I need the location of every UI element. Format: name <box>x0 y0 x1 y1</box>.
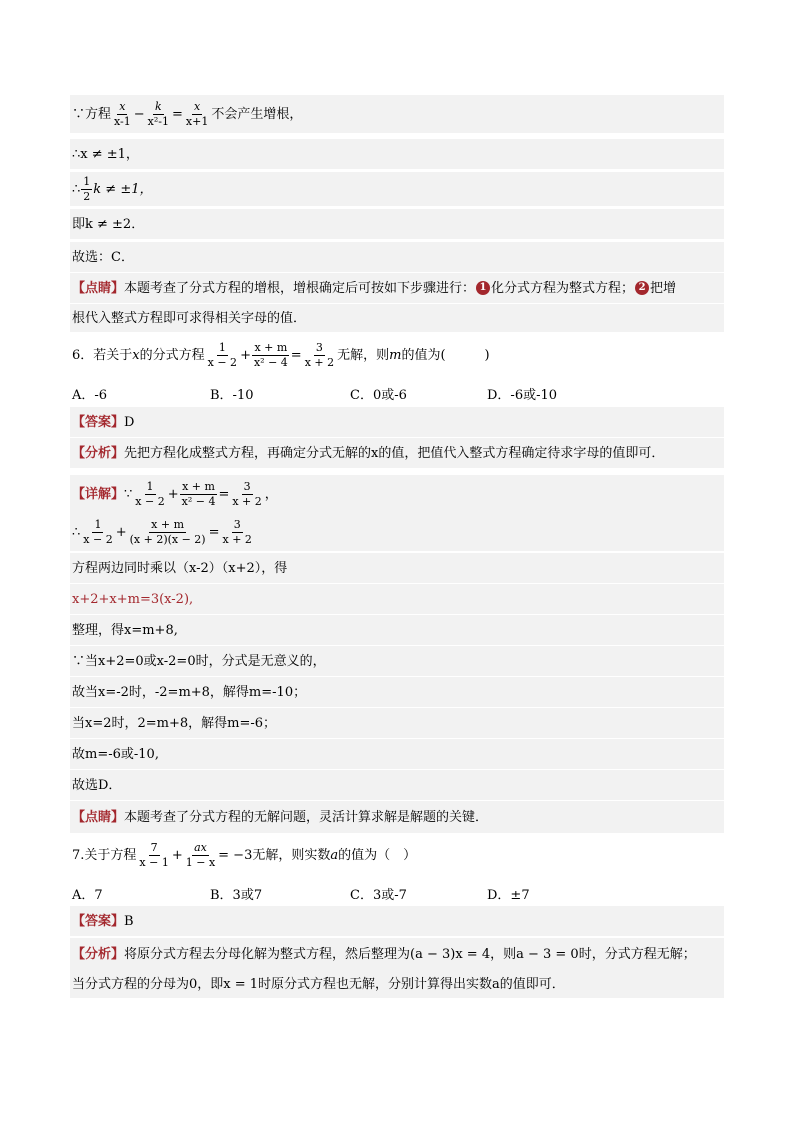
fraction: $\frac{1}{x - 2}$ <box>135 479 165 508</box>
analysis-line: 【分析】 先把方程化成整式方程，再确定分式无解的x的值，把值代入整式方程确定待求字母的值即可． <box>70 438 724 468</box>
fraction: $\frac{x + m}{\text{x² − 4}}$ <box>253 340 288 369</box>
question-6-options <box>0 384 794 403</box>
comment-line: 根代入整式方程即可求得相关字母的值． <box>70 304 724 332</box>
given-equation-line: ∵方程 $\frac{x}{x-1}$ − $\frac{k}{\text{x²-1}}$ = $\frac{x}{x+1}$ 不会产生增根， <box>70 95 724 133</box>
solution-line: ∴x ≠ ±1， <box>70 139 724 169</box>
fraction: $\frac{x}{x-1}$ <box>114 99 131 128</box>
fraction: $\frac{x + m}{\text{x² − 4}}$ <box>181 479 216 508</box>
circled-number-1: 1 <box>476 281 490 295</box>
fraction: $\frac{3}{x + 2}$ <box>232 479 262 508</box>
comment-line: 【点睛】 本题考查了分式方程的无解问题，灵活计算求解是解题的关键． <box>70 801 724 833</box>
solution-line: 即k ≠ ±2． <box>70 209 724 239</box>
comment-tag: 【点睛】 <box>72 280 125 296</box>
fraction: $\frac{ax}{1 - x}$ <box>185 840 216 869</box>
answer-tag: 【答案】 <box>72 414 125 430</box>
text: ∵方程 <box>72 106 112 122</box>
answer-line: 【答案】 B <box>70 906 724 936</box>
option-c: C．0或-6 <box>350 388 407 403</box>
detail-line: 故选D． <box>70 770 724 800</box>
question-7-options <box>0 884 794 903</box>
question-6-stem: 6．若关于 x 的分式方程 $\frac{1}{x - 2}$ + $\frac{x + m}{\text{x² − 4}}$ = $\frac{3}{x + 2}$ 无解，则 m 的值为( ) <box>72 340 490 369</box>
fraction: $\frac{1}{x - 2}$ <box>83 517 113 546</box>
fraction: $\frac{k}{\text{x²-1}}$ <box>147 99 169 128</box>
detail-line: ∵当x+2=0或x-2=0时，分式是无意义的， <box>70 646 724 676</box>
detail-tag: 【详解】 <box>72 486 125 502</box>
analysis-tag: 【分析】 <box>72 445 125 461</box>
option-b: B．3或7 <box>210 888 263 903</box>
analysis-tag: 【分析】 <box>72 946 125 962</box>
option-d: D．±7 <box>487 888 530 903</box>
circled-number-2: 2 <box>635 281 649 295</box>
solution-line: ∴ $\frac{1}{2}$ k ≠ ±1， <box>70 172 724 206</box>
fraction: $\frac{3}{x + 2}$ <box>222 517 252 546</box>
answer-tag: 【答案】 <box>72 913 125 929</box>
detail-line: x+2+x+m=3(x-2), <box>70 584 724 614</box>
option-b: B．-10 <box>210 388 254 403</box>
fraction: $\frac{7}{x - 1}$ <box>139 840 169 869</box>
detail-line: 当x=2时，2=m+8，解得m=-6； <box>70 708 724 738</box>
question-7-stem: 7.关于方程 $\frac{7}{x - 1}$ + $\frac{ax}{1 - x}$ = −3无解，则实数 a 的值为（ ） <box>72 840 417 869</box>
detail-line: ∴ $\frac{1}{x - 2}$ + $\frac{x + m}{(x + 2)(x - 2)}$ = $\frac{3}{x + 2}$ <box>70 513 724 551</box>
fraction: $\frac{x}{x+1}$ <box>185 99 209 128</box>
analysis-line: 当分式方程的分母为0，即x = 1时原分式方程也无解，分别计算得出实数a的值即可． <box>70 970 724 998</box>
option-d: D．-6或-10 <box>487 388 558 403</box>
solution-line: 故选：C． <box>70 242 724 272</box>
option-a: A．-6 <box>72 388 108 403</box>
comment-tag: 【点睛】 <box>72 809 125 825</box>
analysis-line: 【分析】 将原分式方程去分母化解为整式方程，然后整理为(a − 3)x = 4，则a − 3 = 0时，分式方程无解； <box>70 938 724 970</box>
comment-line: 【点睛】 本题考查了分式方程的增根，增根确定后可按如下步骤进行： 1 化分式方程为整式方程； 2 把增 <box>70 273 724 303</box>
detail-line: 方程两边同时乘以（x-2）（x+2），得 <box>70 553 724 583</box>
fraction: $\frac{x + m}{(x + 2)(x - 2)}$ <box>129 517 206 546</box>
fraction: $\frac{1}{x - 2}$ <box>207 340 238 369</box>
detail-line: 整理，得x=m+8, <box>70 615 724 645</box>
option-a: A．7 <box>72 888 103 903</box>
detail-line: 故m=-6或-10, <box>70 739 724 769</box>
answer-line: 【答案】 D <box>70 407 724 437</box>
detail-line: 【详解】 ∵ $\frac{1}{x - 2}$ + $\frac{x + m}{\text{x² − 4}}$ = $\frac{3}{x + 2}$ ， <box>70 475 724 513</box>
option-c: C．3或-7 <box>350 888 407 903</box>
fraction: $\frac{1}{2}$ <box>83 174 91 203</box>
detail-line: 故当x=-2时，-2=m+8，解得m=-10； <box>70 677 724 707</box>
fraction: $\frac{3}{x + 2}$ <box>304 340 335 369</box>
